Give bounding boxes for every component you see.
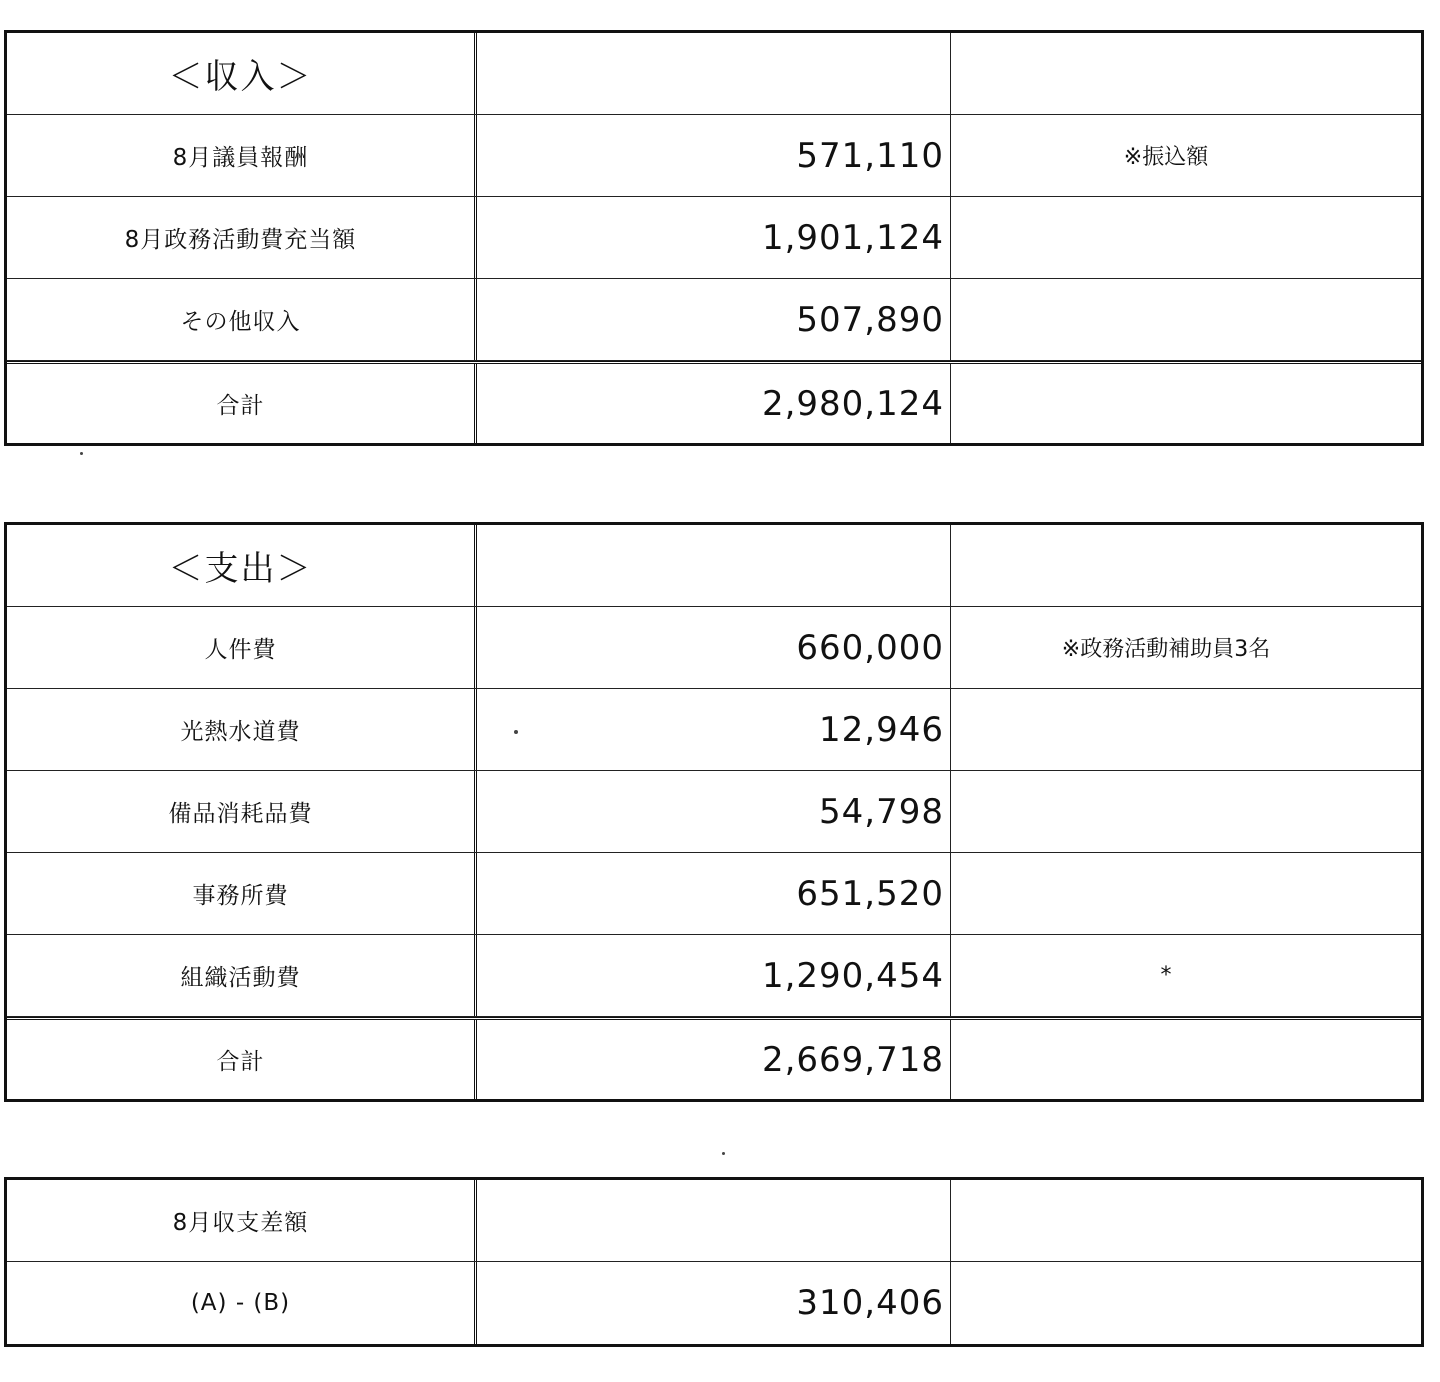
balance-value-row [7,1262,1421,1344]
expense-label: 備品消耗品費 [7,771,477,852]
expense-total-note [951,1020,1421,1099]
table-row [7,115,1421,197]
balance-header-amount-cell [477,1180,951,1261]
scan-speck [514,730,518,734]
table-row [7,935,1421,1017]
table-row [7,689,1421,771]
balance-header: 8月収支差額 [7,1180,477,1261]
expense-label: 組織活動費 [7,935,477,1016]
expense-note [951,771,1421,852]
expense-note [951,689,1421,770]
expense-amount: 12,946 [477,689,951,770]
income-note: ※振込額 [1123,145,1209,170]
income-header-amount-cell [477,33,951,114]
table-row [7,607,1421,689]
income-total-label: 合計 [7,364,477,443]
income-header: ＜収入＞ [7,33,477,114]
expense-header-row [7,525,1421,607]
expense-header-amount-cell [477,525,951,606]
balance-amount: 310,406 [477,1262,951,1344]
income-amount: 507,890 [477,279,951,360]
income-note [951,279,1421,360]
balance-header-note-cell [951,1180,1421,1261]
table-row [7,771,1421,853]
expense-note: ※政務活動補助員3名 [1061,637,1271,662]
expense-total-row [7,1017,1421,1099]
balance-note [951,1262,1421,1344]
expense-total-amount: 2,669,718 [477,1020,951,1099]
expense-table [4,522,1424,1102]
income-label: 8月議員報酬 [7,115,477,196]
income-amount: 571,110 [477,115,951,196]
table-row [7,197,1421,279]
balance-table [4,1177,1424,1347]
expense-amount: 660,000 [477,607,951,688]
income-header-note-cell [951,33,1421,114]
income-total-amount: 2,980,124 [477,364,951,443]
expense-label: 光熱水道費 [7,689,477,770]
expense-note [951,853,1421,934]
income-amount: 1,901,124 [477,197,951,278]
expense-header-note-cell [951,525,1421,606]
expense-amount: 651,520 [477,853,951,934]
expense-amount: 1,290,454 [477,935,951,1016]
expense-header: ＜支出＞ [7,525,477,606]
expense-label: 人件費 [7,607,477,688]
income-label: その他収入 [7,279,477,360]
income-table [4,30,1424,446]
expense-note: * [1160,963,1172,988]
income-total-row [7,361,1421,443]
income-note [951,197,1421,278]
table-row [7,279,1421,361]
scan-speck [80,452,83,455]
expense-total-label: 合計 [7,1020,477,1099]
table-row [7,853,1421,935]
income-header-row [7,33,1421,115]
balance-header-row [7,1180,1421,1262]
income-label: 8月政務活動費充当額 [7,197,477,278]
scan-speck [722,1152,725,1155]
income-total-note [951,364,1421,443]
balance-formula-label: (A) - (B) [7,1262,477,1344]
expense-label: 事務所費 [7,853,477,934]
expense-amount: 54,798 [477,771,951,852]
